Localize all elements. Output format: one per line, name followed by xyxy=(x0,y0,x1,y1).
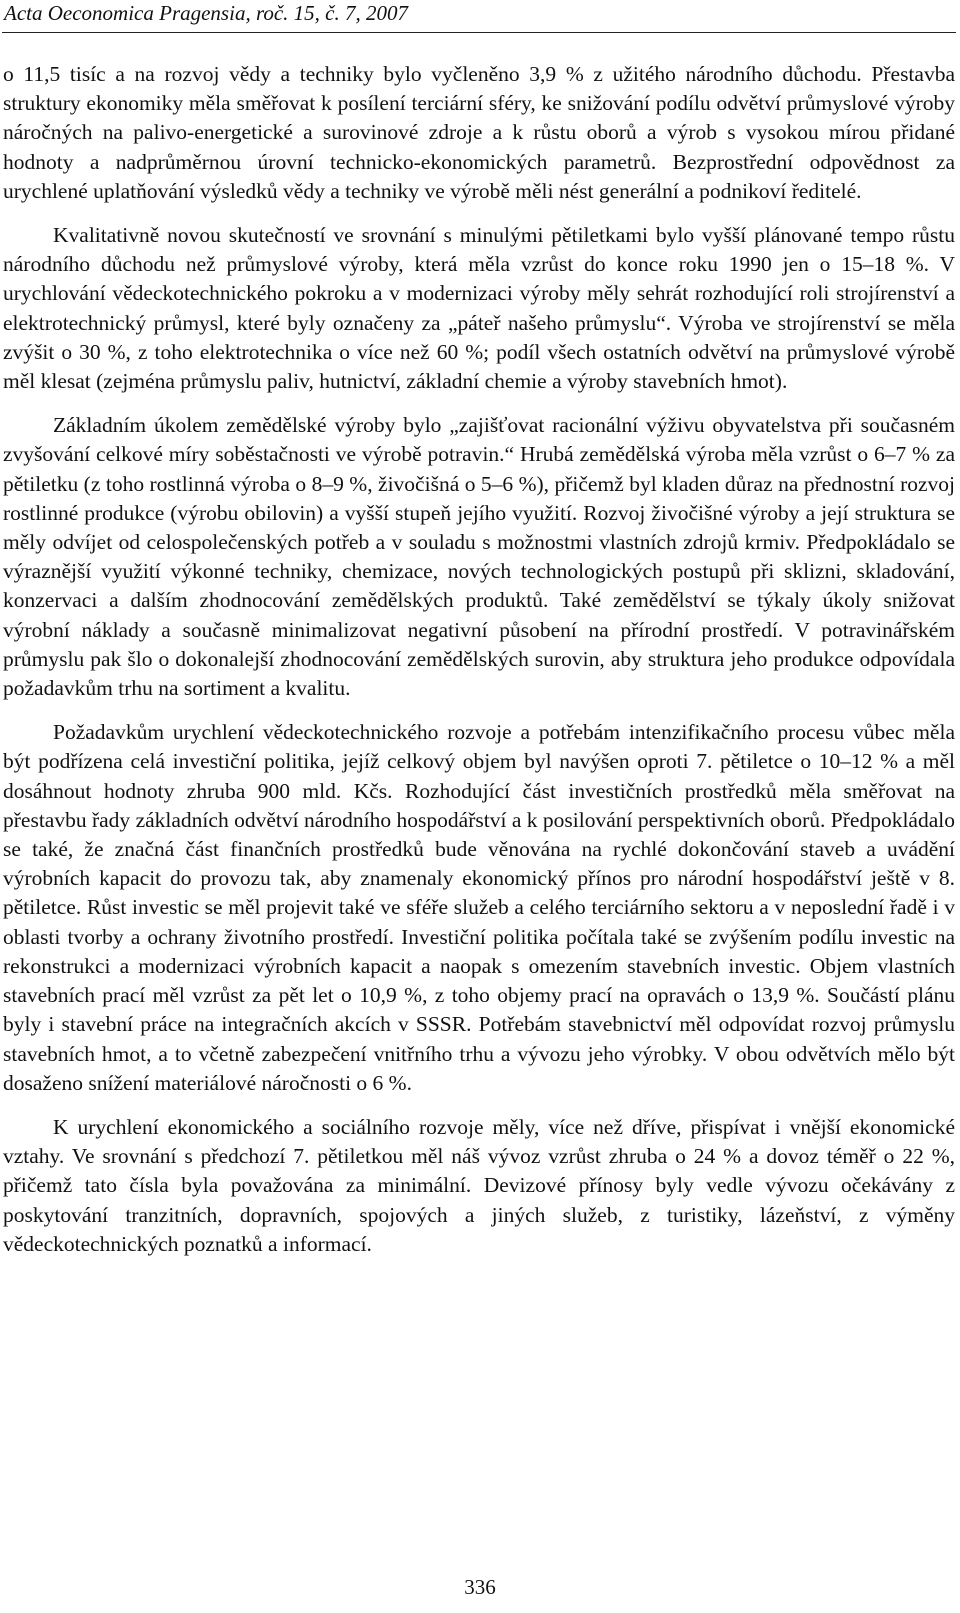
paragraph-3: Základním úkolem zemědělské výroby bylo „zajišťovat racionální výživu obyvatelstva při současném zvyšování celkové míry soběstačnosti ve výrobě potravin.“ Hrubá zemědělská výroba měla vzrůst o 6–7 % za pětiletku (z toho rostlinná výroba o 8–9 %, živočišná o 5–6 %), přičemž byl kladen důraz na přednostní rozvoj rostlinné produkce (výrobu obilovin) a vyšší stupeň jejího využití. Rozvoj živočišné výroby a její struktura se měly odvíjet od celospolečenských potřeb a v souladu s možnostmi vlastních zdrojů krmiv. Předpokládalo se výraznější využití výkonné techniky, chemizace, nových technologických postupů při sklizni, skladování, konzervaci a dalším zhodnocování zemědělských produktů. Také zemědělství se týkaly úkoly snižovat výrobní náklady a současně minimalizovat negativní působení na přírodní prostředí. V potravinářském průmyslu pak šlo o dokonalejší zhodnocování zemědělských surovin, aby struktura jeho produkce odpovídala požadavkům trhu na sortiment a kvalitu. xyxy=(3,413,955,701)
paragraph-4: Požadavkům urychlení vědeckotechnického rozvoje a potřebám intenzifikačního procesu vůbec měla být podřízena celá investiční politika, jejíž celkový objem byl navýšen oproti 7. pětiletce o 10–12 % a měl dosáhnout hodnoty zhruba 900 mld. Kčs. Rozhodující část investičních prostředků měla směřovat na přestavbu řady základních odvětví národního hospodářství a k posilování perspektivních oborů. Předpokládalo se také, že značná část finančních prostředků bude věnována na rychlé dokončování staveb a uvádění výrobních kapacit do provozu tak, aby znamenaly ekonomický přínos pro národní hospodářství ještě v 8. pětiletce. Růst investic se měl projevit také ve sféře služeb a celého terciárního sektoru a v neposlední řadě i v oblasti tvorby a ochrany životního prostředí. Investiční politika počítala také se zvýšením podílu investic na rekonstrukci a modernizaci výrobních kapacit a naopak s omezením stavebních investic. Objem vlastních stavebních prací měl vzrůst za pět let o 10,9 %, z toho objemy prací na opravách o 13,9 %. Součástí plánu byly i stavební práce na integračních akcích v SSSR. Potřebám stavebnictví měl odpovídat rozvoj průmyslu stavebních hmot, a to včetně zabezpečení vnitřního trhu a vývozu jeho výrobky. V obou odvětvích mělo být dosaženo snížení materiálové náročnosti o 6 %. xyxy=(3,720,955,1095)
paragraph-2: Kvalitativně novou skutečností ve srovnání s minulými pětiletkami bylo vyšší plánované tempo růstu národního důchodu než průmyslové výroby, která měla vzrůst do konce roku 1990 jen o 15–18 %. V urychlování vědeckotechnického pokroku a v modernizaci výroby měly sehrát rozhodující roli strojírenství a elektrotechnický průmysl, které byly označeny za „páteř našeho průmyslu“. Výroba ve strojírenství se měla zvýšit o 30 %, z toho elektrotechnika o více než 60 %; podíl všech ostatních odvětví na průmyslové výrobě měl klesat (zejména průmyslu paliv, hutnictví, základní chemie a výroby stavebních hmot). xyxy=(3,223,955,394)
paragraph-1: o 11,5 tisíc a na rozvoj vědy a techniky bylo vyčleněno 3,9 % z užitého národního důchodu. Přestavba struktury ekonomiky měla směřovat k posílení terciární sféry, ke snižování podílu odvětví průmyslové výroby náročných na palivo-energetické a surovinové zdroje a k růstu oborů a výrob s vysokou mírou přidané hodnoty a nadprůměrnou úrovní technicko-ekonomických parametrů. Bezprostřední odpovědnost za urychlené uplatňování výsledků vědy a techniky ve výrobě měli nést generální a podnikoví ředitelé. xyxy=(3,62,955,203)
paragraph-5: K urychlení ekonomického a sociálního rozvoje měly, více než dříve, přispívat i vnější ekonomické vztahy. Ve srovnání s předchozí 7. pětiletkou měl náš vývoz vzrůst zhruba o 24 % a dovoz téměř o 22 %, přičemž tato čísla byla považována za minimální. Devizové přínosy byly vedle vývozu očekávány z poskytování tranzitních, dopravních, spojových a jiných služeb, z turistiky, lázeňství, z výměny vědeckotechnických poznatků a informací. xyxy=(3,1114,955,1256)
header-rule xyxy=(2,32,956,33)
page-number: 336 xyxy=(464,1575,496,1599)
article-body xyxy=(3,60,955,1259)
running-header: Acta Oeconomica Pragensia, roč. 15, č. 7, 2007 xyxy=(4,1,408,25)
